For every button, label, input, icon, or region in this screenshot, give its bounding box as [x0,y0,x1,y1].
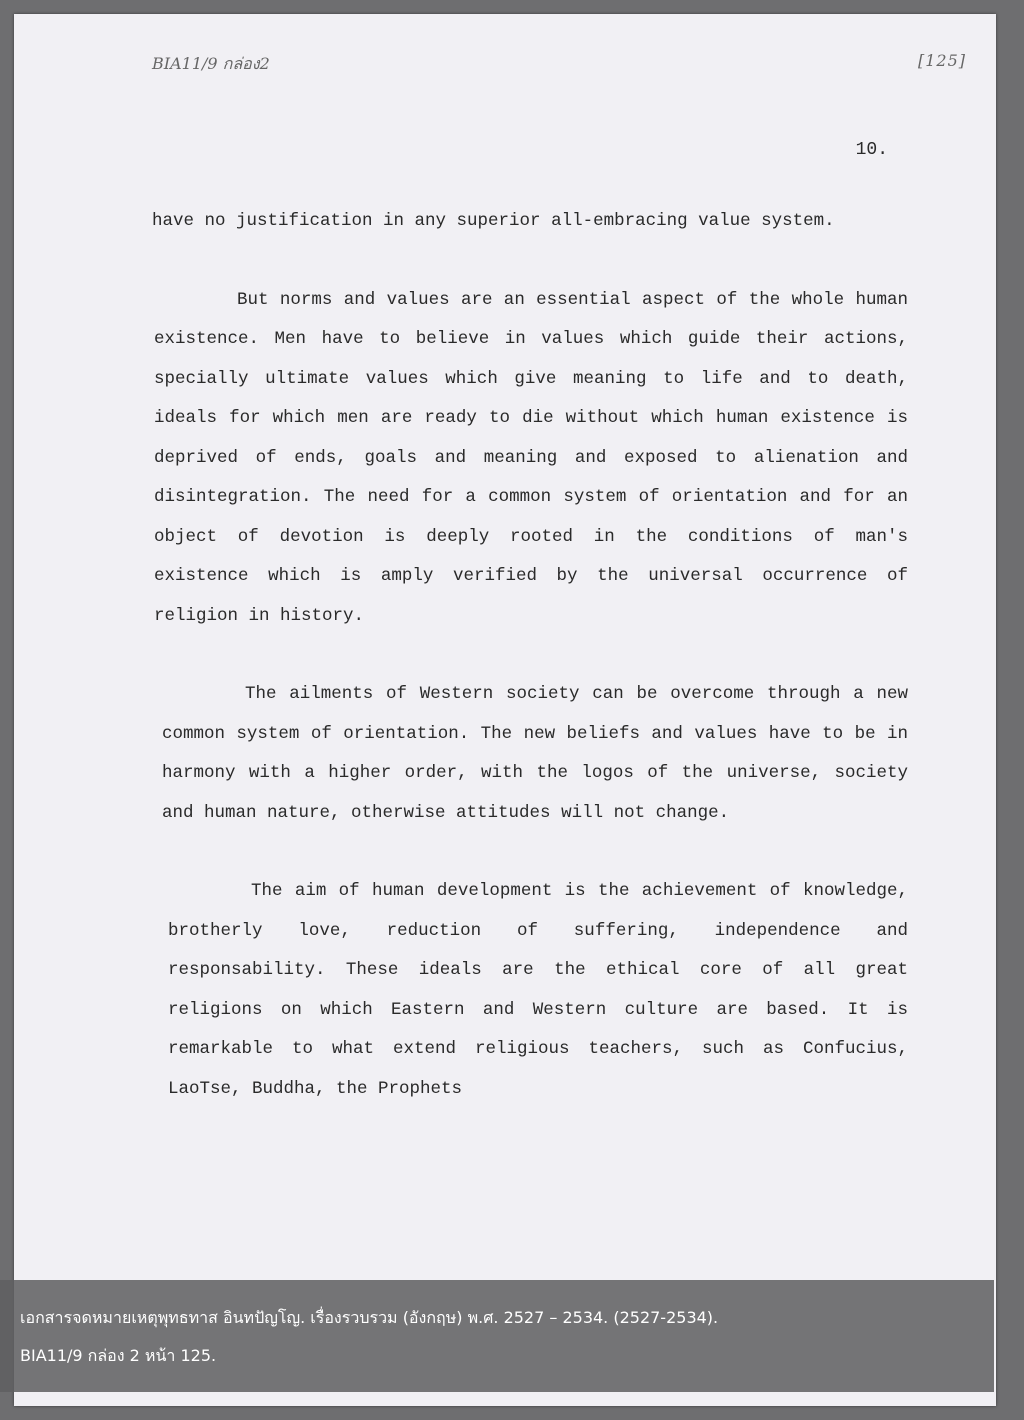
caption-line-1: เอกสารจดหมายเหตุพุทธทาส อินทปัญโญ. เรื่องรวบรวม (อังกฤษ) พ.ศ. 2527 – 2534. (2527-2534). [20,1308,719,1327]
document-page [14,14,996,1406]
handwritten-reference: BIA11/9 กล่อง2 [152,54,270,73]
handwritten-page-ref: [125] [917,51,966,70]
paragraph-3: The ailments of Western society can be overcome through a new common system of orientation. The new beliefs and values have to be in harmony with a higher order, with the logos of the universe, society and human nature, otherwise attitudes will not change. [162,684,908,823]
paragraph-1: have no justification in any superior all-embracing value system. [152,211,835,231]
page-number: 10. [855,140,888,160]
paragraph-2: But norms and values are an essential aspect of the whole human existence. Men have to believe in values which guide their actions, specially ultimate values which give meaning to life and to death, ideals for which men are ready to die without which human existence is deprived of ends, goals and meaning and exposed to alienation and disintegration. The need for a common system of orientation and for an object of devotion is deeply rooted in the conditions of man's existence which is amply verified by the universal occurrence of religion in history. [154,289,908,626]
paragraph-4: The aim of human development is the achievement of knowledge, brotherly love, reduction of suffering, independence and responsability. These ideals are the ethical core of all great religions on which Eastern and Western culture are based. It is remarkable to what extend religious teachers, such as Confucius, LaoTse, Buddha, the Prophets [168,881,908,1099]
body-text [152,202,908,1109]
caption-line-2: BIA11/9 กล่อง 2 หน้า 125. [20,1346,217,1365]
archive-caption [0,1280,994,1392]
